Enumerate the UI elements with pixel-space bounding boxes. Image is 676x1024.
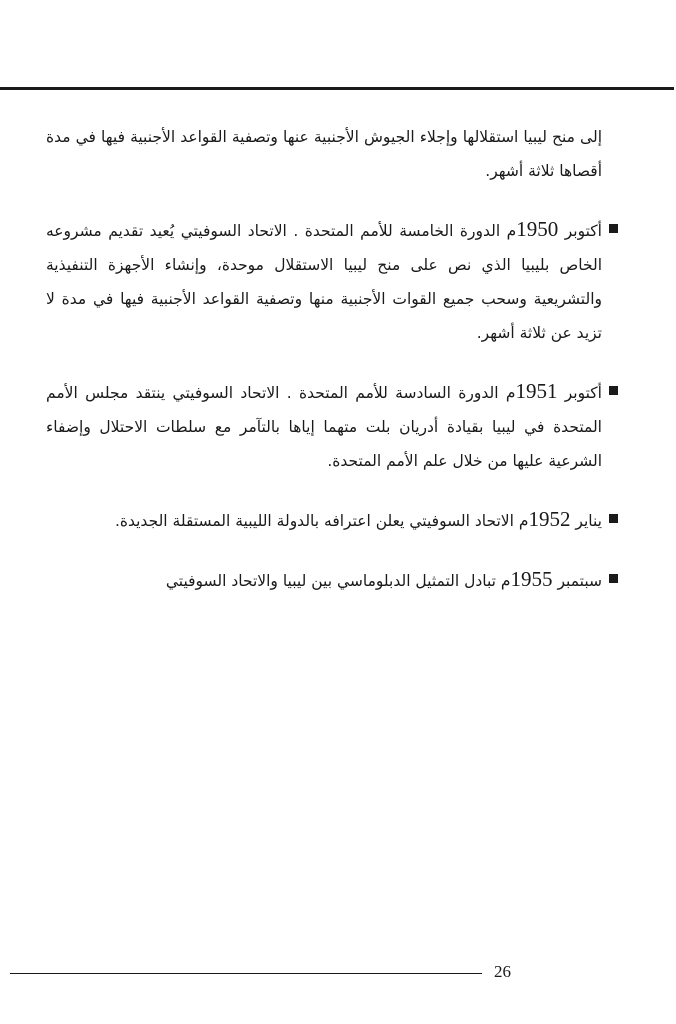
item-year: 1951: [515, 379, 558, 403]
item-month: أكتوبر: [557, 384, 602, 402]
item-month: يناير: [570, 512, 602, 530]
list-item: [46, 212, 602, 350]
item-year: 1955: [510, 567, 553, 591]
page-body: [46, 120, 602, 598]
list-item: [46, 562, 602, 598]
bullet-square-icon: [609, 386, 618, 395]
item-text: م الاتحاد السوفيتي يعلن اعترافه بالدولة الليبية المستقلة الجديدة.: [114, 512, 529, 530]
item-month: سبتمبر: [552, 572, 602, 590]
bullet-square-icon: [609, 224, 618, 233]
list-item: [46, 502, 602, 538]
bullet-square-icon: [609, 574, 618, 583]
header-rule: [0, 87, 674, 90]
item-text: م الدورة السادسة للأمم المتحدة . الاتحاد السوفيتي ينتقد مجلس الأمم المتحدة في ليبيا بقيادة أدريان بلت متهما إياها بالتآمر مع سلطات الاحتلال وإضفاء الشرعية عليها من خلال علم الأمم المتحدة.: [46, 384, 602, 470]
item-text: م الدورة الخامسة للأمم المتحدة . الاتحاد السوفيتي يُعيد تقديم مشروعه الخاص بليبيا الذي نص على منح ليبيا الاستقلال موحدة، وإنشاء الأجهزة التنفيذية والتشريعية وسحب جميع القوات الأجنبية منها وتصفية القواعد الأجنبية فيها في مدة لا تزيد عن ثلاثة أشهر.: [46, 222, 602, 342]
page-number: 26: [494, 962, 511, 981]
intro-paragraph: إلى منح ليبيا استقلالها وإجلاء الجيوش الأجنبية عنها وتصفية القواعد الأجنبية فيها في مدة أقصاها ثلاثة أشهر.: [46, 128, 602, 180]
footer-rule: [10, 973, 482, 974]
item-text: م تبادل التمثيل الدبلوماسي بين ليبيا والاتحاد السوفيتي: [165, 572, 511, 590]
bullet-square-icon: [609, 514, 618, 523]
item-year: 1952: [528, 507, 571, 531]
item-year: 1950: [516, 217, 559, 241]
list-item: [46, 374, 602, 478]
item-month: أكتوبر: [558, 222, 602, 240]
